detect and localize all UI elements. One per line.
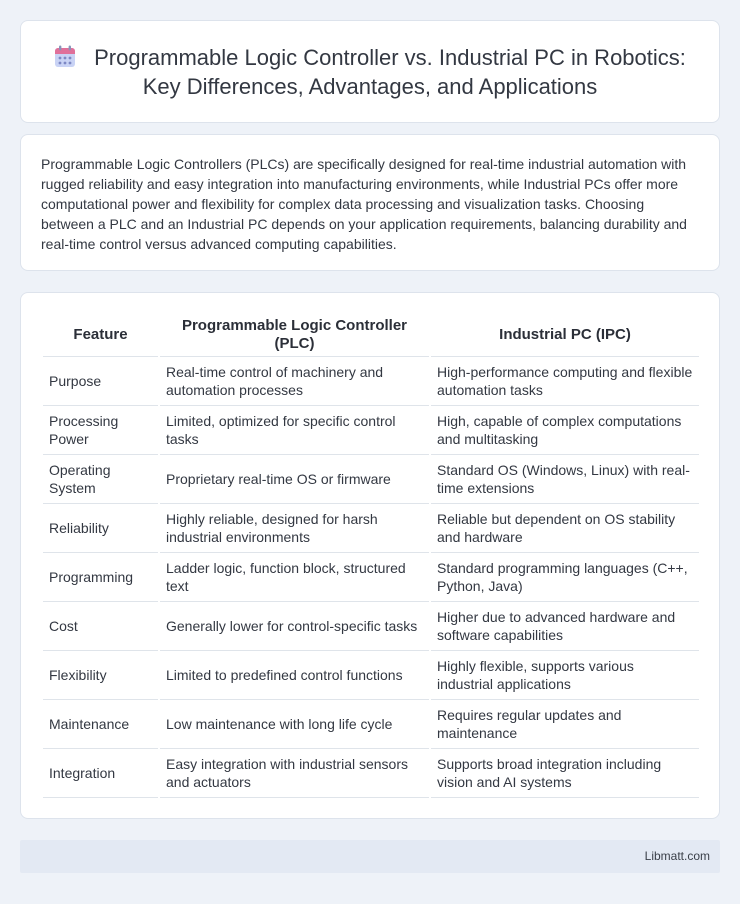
footer-brand: Libmatt.com <box>644 849 710 863</box>
feature-cell: Flexibility <box>43 651 158 700</box>
ipc-cell: Highly flexible, supports various industrial applications <box>431 651 699 700</box>
ipc-cell: Higher due to advanced hardware and software capabilities <box>431 602 699 651</box>
page-title <box>51 43 689 101</box>
ipc-cell: High, capable of complex computations and multitasking <box>431 406 699 455</box>
ipc-cell: Standard OS (Windows, Linux) with real-time extensions <box>431 455 699 504</box>
page-title-text: Programmable Logic Controller vs. Industrial PC in Robotics: Key Differences, Advantages, and Applications <box>94 44 686 99</box>
ipc-cell: Requires regular updates and maintenance <box>431 700 699 749</box>
feature-cell: Operating System <box>43 455 158 504</box>
plc-cell: Generally lower for control-specific tasks <box>160 602 429 651</box>
comparison-table <box>41 313 701 798</box>
header-feature: Feature <box>43 313 158 357</box>
plc-cell: Easy integration with industrial sensors and actuators <box>160 749 429 798</box>
feature-cell: Reliability <box>43 504 158 553</box>
plc-cell: Low maintenance with long life cycle <box>160 700 429 749</box>
table-row <box>43 749 699 798</box>
plc-cell: Highly reliable, designed for harsh industrial environments <box>160 504 429 553</box>
ipc-cell: Standard programming languages (C++, Python, Java) <box>431 553 699 602</box>
table-row <box>43 455 699 504</box>
feature-cell: Processing Power <box>43 406 158 455</box>
title-card <box>20 20 720 123</box>
comparison-card <box>20 292 720 819</box>
table-row <box>43 602 699 651</box>
plc-cell: Real-time control of machinery and automation processes <box>160 357 429 406</box>
intro-paragraph: Programmable Logic Controllers (PLCs) are specifically designed for real-time industrial automation with rugged reliability and easy integration into manufacturing environments, while Industrial PCs offer more computational power and flexibility for complex data processing and visualization tasks. Choosing between a PLC and an Industrial PC depends on your application requirements, balancing durability and real-time control versus advanced computing capabilities. <box>41 156 687 252</box>
plc-cell: Ladder logic, function block, structured text <box>160 553 429 602</box>
intro-card <box>20 134 720 271</box>
header-ipc: Industrial PC (IPC) <box>431 313 699 357</box>
feature-cell: Integration <box>43 749 158 798</box>
table-row <box>43 357 699 406</box>
header-plc: Programmable Logic Controller (PLC) <box>160 313 429 357</box>
ipc-cell: Reliable but dependent on OS stability and hardware <box>431 504 699 553</box>
footer <box>20 840 720 873</box>
feature-cell: Programming <box>43 553 158 602</box>
calendar-icon <box>54 45 76 68</box>
feature-cell: Maintenance <box>43 700 158 749</box>
table-row <box>43 553 699 602</box>
feature-cell: Purpose <box>43 357 158 406</box>
table-row <box>43 504 699 553</box>
table-header-row <box>43 313 699 357</box>
ipc-cell: High-performance computing and flexible automation tasks <box>431 357 699 406</box>
ipc-cell: Supports broad integration including vision and AI systems <box>431 749 699 798</box>
table-row <box>43 651 699 700</box>
table-row <box>43 406 699 455</box>
table-row <box>43 700 699 749</box>
plc-cell: Limited to predefined control functions <box>160 651 429 700</box>
plc-cell: Proprietary real-time OS or firmware <box>160 455 429 504</box>
feature-cell: Cost <box>43 602 158 651</box>
plc-cell: Limited, optimized for specific control tasks <box>160 406 429 455</box>
